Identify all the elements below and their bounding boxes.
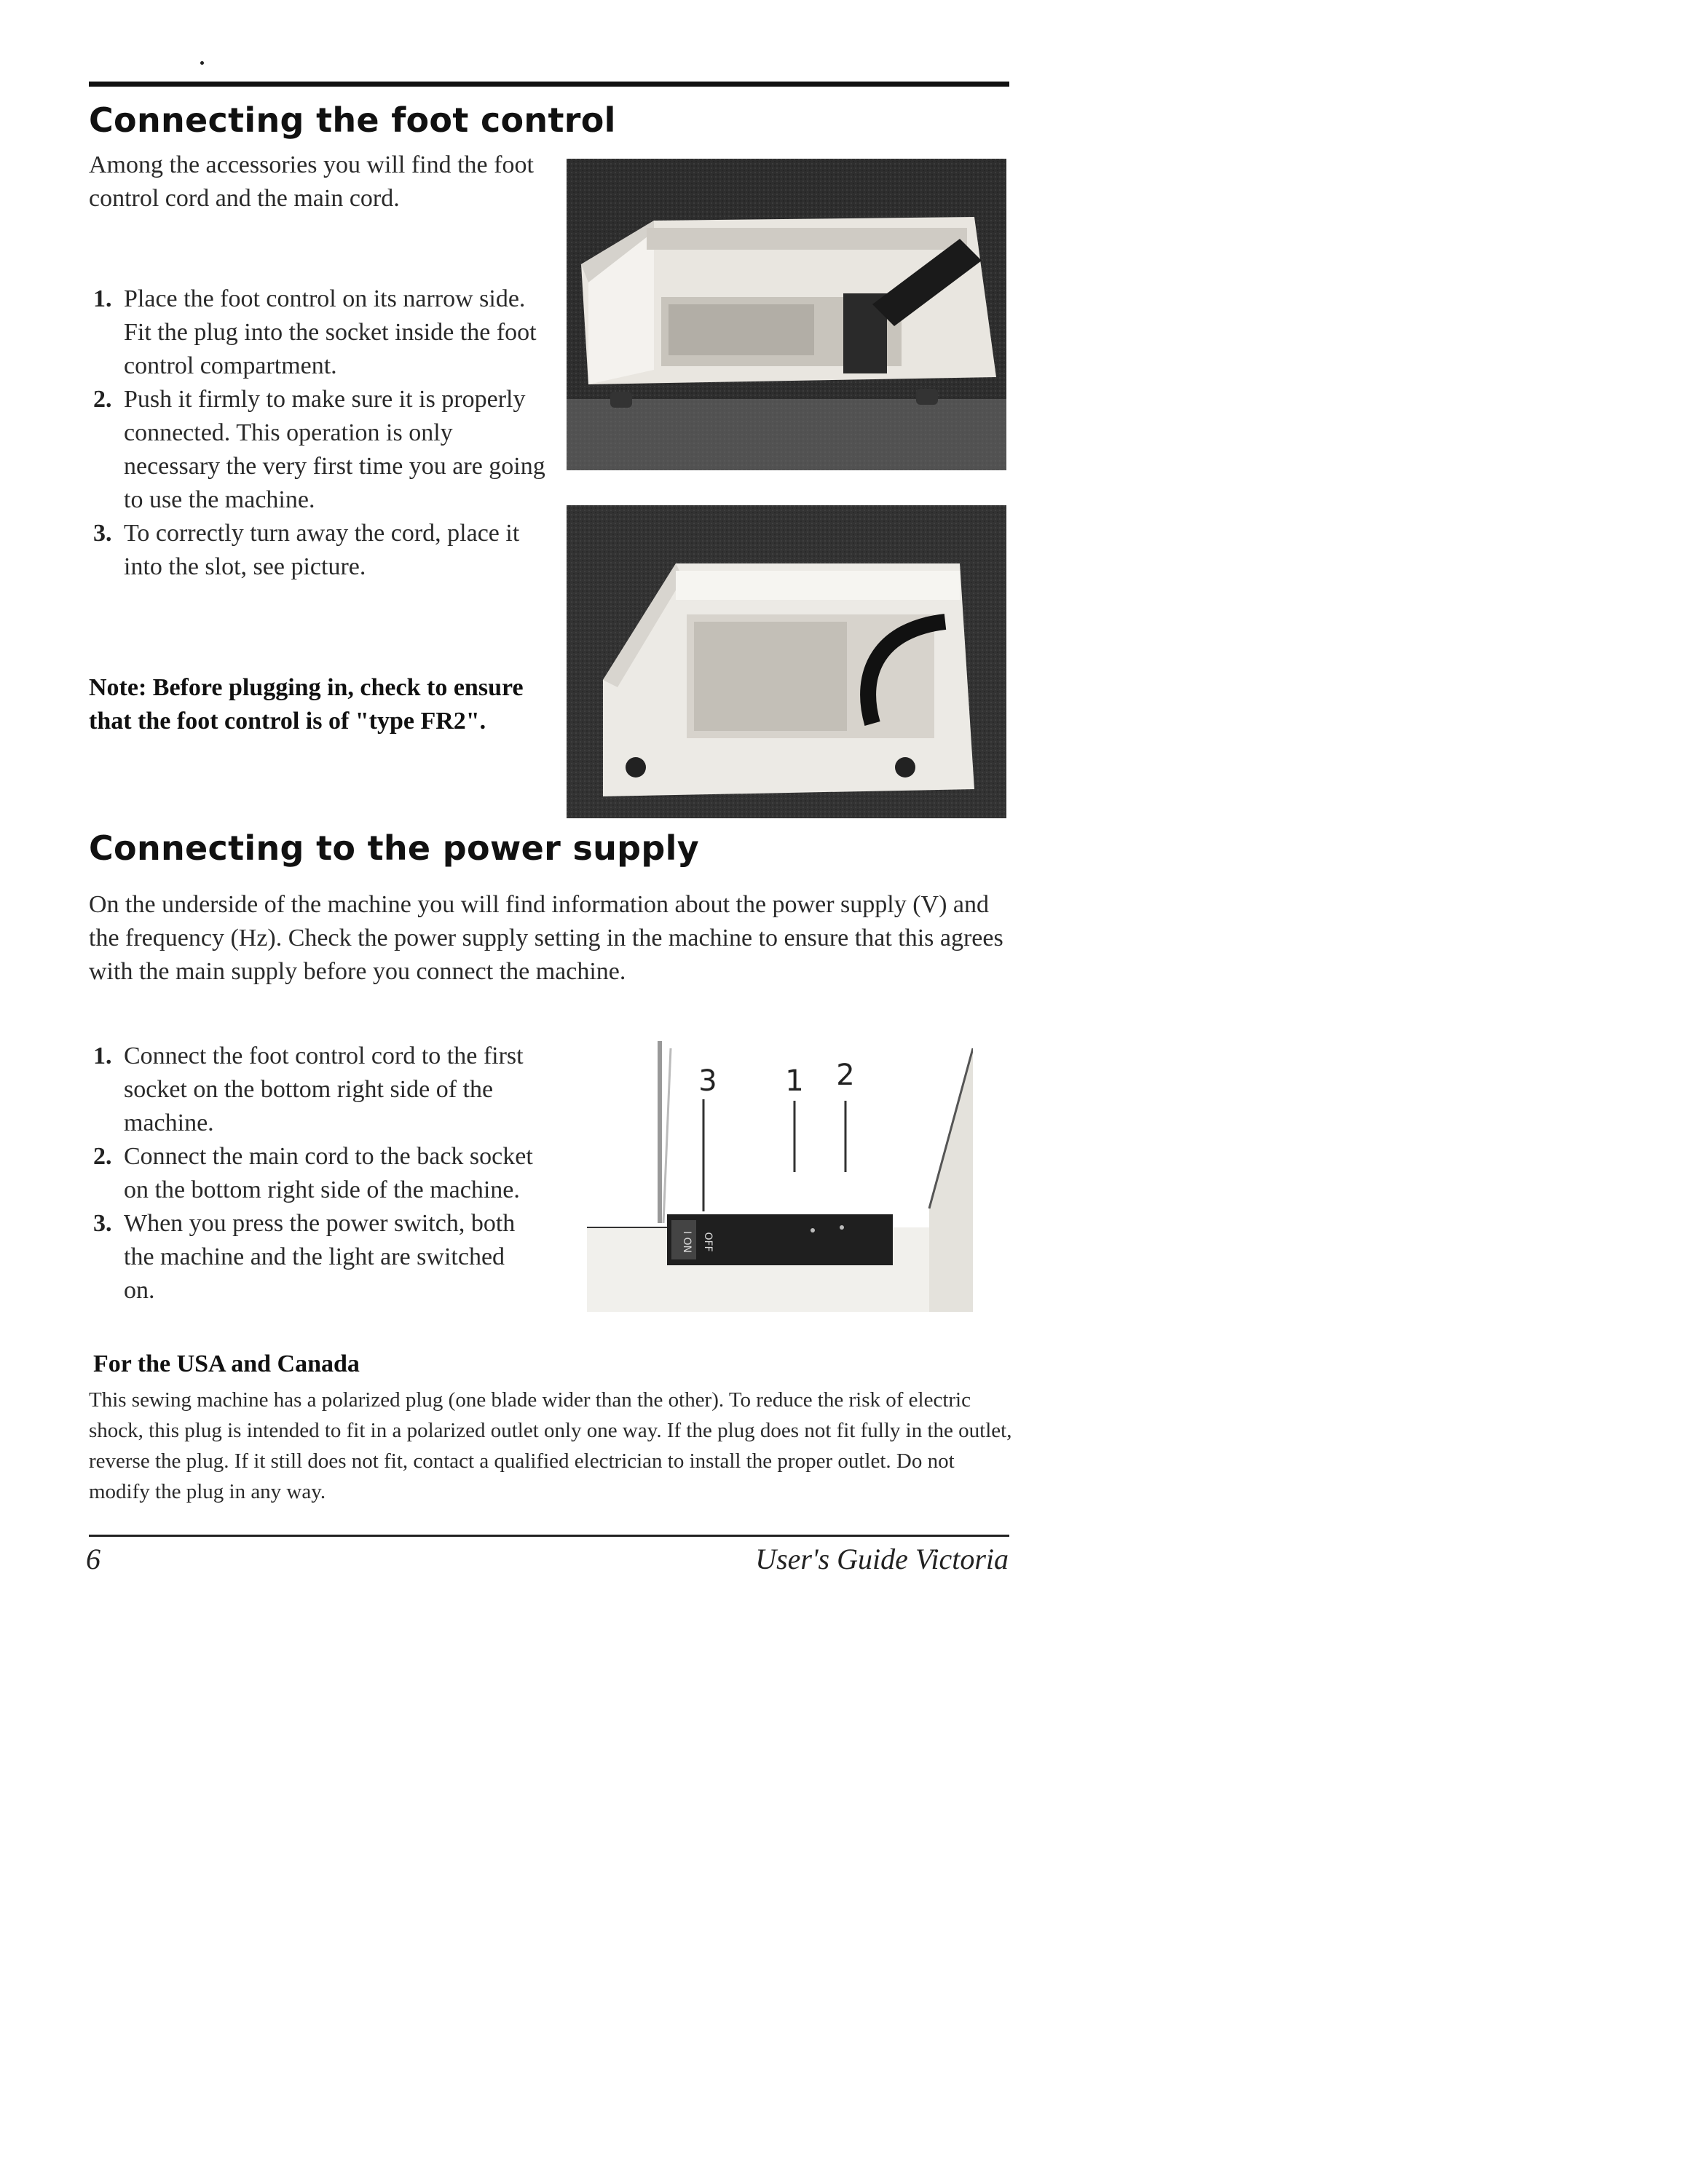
footer-title: User's Guide Victoria bbox=[755, 1543, 1009, 1575]
section-heading-foot-control: Connecting the foot control bbox=[89, 100, 616, 140]
page-number: 6 bbox=[86, 1543, 100, 1575]
socket-label-1: 1 bbox=[785, 1064, 804, 1098]
power-supply-intro: On the underside of the machine you will find information about the power supply (V) and the frequency (Hz). Check the power supply setting in the machine to ensure that this agrees with the main supply before you connect the machine. bbox=[89, 891, 1003, 985]
foot-control-note: Note: Before plugging in, check to ensure that the foot control is of "type FR2". bbox=[89, 674, 524, 735]
foot-control-steps bbox=[89, 282, 548, 584]
power-sockets-figure bbox=[587, 1041, 973, 1312]
list-item: 2. Connect the main cord to the back socket on the bottom right side of the machine. bbox=[93, 1143, 533, 1203]
switch-label-on: I ON bbox=[681, 1230, 693, 1254]
list-item: 2. Push it firmly to make sure it is properly connected. This operation is only necessary the very first time you are going to use the machine. bbox=[93, 386, 545, 513]
speck bbox=[200, 61, 204, 65]
list-item: 1. Connect the foot control cord to the first socket on the bottom right side of the machine. bbox=[93, 1042, 524, 1136]
socket-label-3: 3 bbox=[698, 1064, 717, 1098]
list-item: 1. Place the foot control on its narrow side. Fit the plug into the socket inside the foot control compartment. bbox=[93, 285, 537, 379]
list-item: 3. To correctly turn away the cord, place it into the slot, see picture. bbox=[93, 520, 520, 580]
power-supply-steps bbox=[89, 1040, 540, 1307]
switch-label-off: OFF bbox=[702, 1232, 714, 1252]
foot-control-photo-plug bbox=[567, 159, 1006, 470]
foot-control-photo-cord bbox=[567, 505, 1006, 818]
list-item: 3. When you press the power switch, both the machine and the light are switched on. bbox=[93, 1210, 516, 1304]
usa-canada-text: This sewing machine has a polarized plug (one blade wider than the other). To reduce the risk of electric shock, this plug is intended to fit in a polarized outlet only one way. If the plug does not fit fully in the outlet, reverse the plug. If it still does not fit, contact a qualified electrician to install the proper outlet. Do not modify the plug in any way. bbox=[89, 1388, 1012, 1503]
usa-canada-heading: For the USA and Canada bbox=[93, 1350, 360, 1377]
section-heading-power-supply: Connecting to the power supply bbox=[89, 828, 699, 868]
bottom-rule bbox=[89, 1535, 1009, 1537]
foot-control-intro: Among the accessories you will find the foot control cord and the main cord. bbox=[89, 151, 534, 212]
socket-label-2: 2 bbox=[836, 1059, 855, 1092]
top-rule bbox=[89, 82, 1009, 87]
